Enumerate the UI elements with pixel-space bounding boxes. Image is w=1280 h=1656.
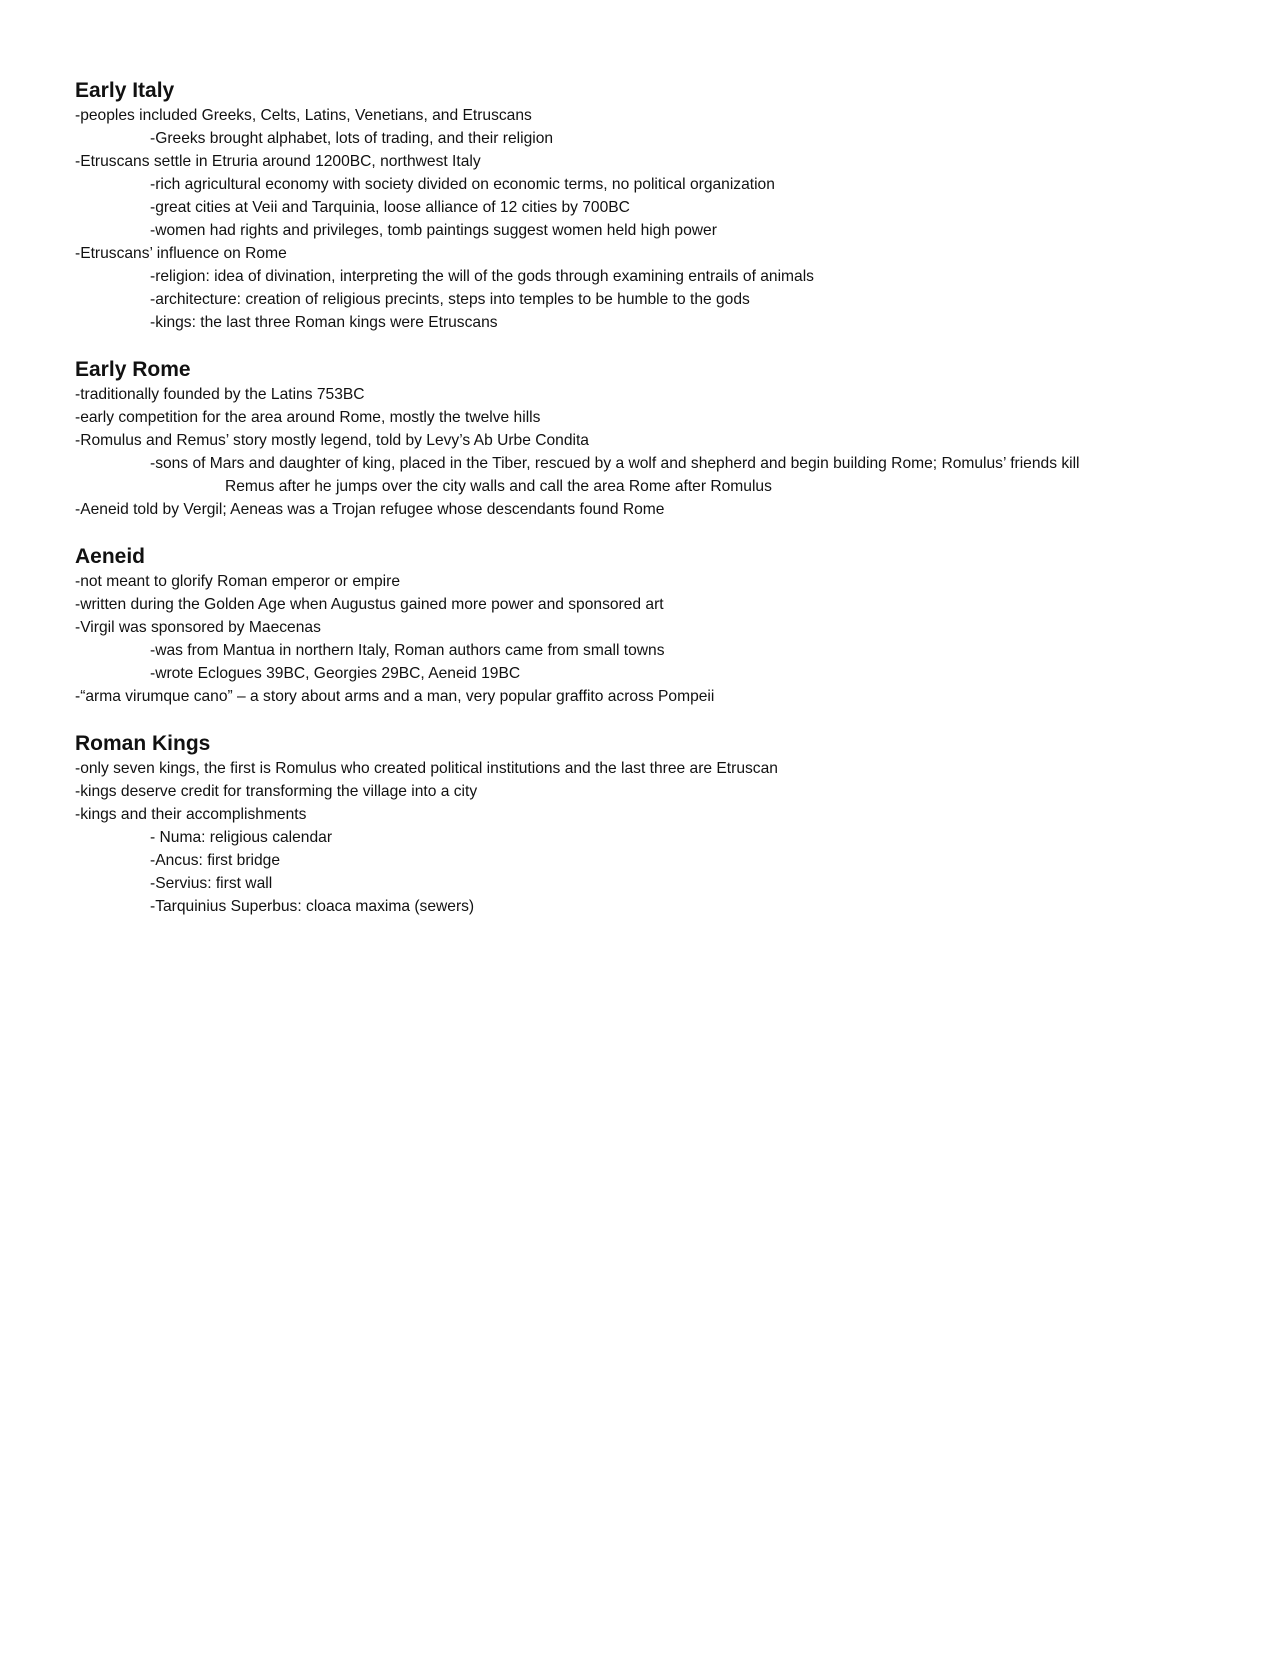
note-line: -Virgil was sponsored by Maecenas: [75, 619, 321, 636]
section-early-italy: [75, 78, 1225, 334]
note-line: -women had rights and privileges, tomb paintings suggest women held high power: [150, 222, 717, 239]
note-line: Remus after he jumps over the city walls and call the area Rome after Romulus: [225, 478, 772, 495]
note-line: -great cities at Veii and Tarquinia, loose alliance of 12 cities by 700BC: [150, 199, 630, 216]
note-line: -Servius: first wall: [150, 875, 273, 892]
note-line: -Etruscans’ influence on Rome: [75, 245, 287, 262]
note-line: -Ancus: first bridge: [150, 852, 280, 869]
note-line: -was from Mantua in northern Italy, Roman authors came from small towns: [150, 642, 665, 659]
note-line: -traditionally founded by the Latins 753BC: [75, 386, 365, 403]
note-line: -kings deserve credit for transforming the village into a city: [75, 783, 478, 800]
note-line: -written during the Golden Age when Augustus gained more power and sponsored art: [75, 596, 664, 613]
note-line: -wrote Eclogues 39BC, Georgies 29BC, Aeneid 19BC: [150, 665, 521, 682]
section-roman-kings: [75, 731, 1225, 918]
document-page: [75, 78, 1225, 941]
note-line: -not meant to glorify Roman emperor or empire: [75, 573, 401, 590]
note-line: -peoples included Greeks, Celts, Latins, Venetians, and Etruscans: [75, 107, 532, 124]
section-title: Early Rome: [75, 358, 191, 381]
note-line: -rich agricultural economy with society divided on economic terms, no political organization: [150, 176, 775, 193]
note-line: -religion: idea of divination, interpreting the will of the gods through examining entrails of animals: [150, 268, 814, 285]
note-line: -Tarquinius Superbus: cloaca maxima (sewers): [150, 898, 475, 915]
note-line: -Etruscans settle in Etruria around 1200BC, northwest Italy: [75, 153, 481, 170]
note-line: -Greeks brought alphabet, lots of trading, and their religion: [150, 130, 554, 147]
note-line: -architecture: creation of religious precints, steps into temples to be humble to the gods: [150, 291, 750, 308]
section-title: Early Italy: [75, 79, 175, 102]
section-early-rome: [75, 357, 1225, 521]
note-line: -Romulus and Remus’ story mostly legend, told by Levy’s Ab Urbe Condita: [75, 432, 589, 449]
section-aeneid: [75, 544, 1225, 708]
note-line: -kings: the last three Roman kings were Etruscans: [150, 314, 498, 331]
note-line: -Aeneid told by Vergil; Aeneas was a Trojan refugee whose descendants found Rome: [75, 501, 665, 518]
note-line: -early competition for the area around Rome, mostly the twelve hills: [75, 409, 541, 426]
note-line: -“arma virumque cano” – a story about arms and a man, very popular graffito across Pompeii: [75, 688, 715, 705]
section-title: Roman Kings: [75, 732, 211, 755]
note-line: -sons of Mars and daughter of king, placed in the Tiber, rescued by a wolf and shepherd and begin building Rome; Romulus’ friends kill: [150, 455, 1080, 472]
section-title: Aeneid: [75, 545, 146, 568]
note-line: - Numa: religious calendar: [150, 829, 333, 846]
note-line: -only seven kings, the first is Romulus who created political institutions and the last three are Etruscan: [75, 760, 778, 777]
note-line: -kings and their accomplishments: [75, 806, 307, 823]
